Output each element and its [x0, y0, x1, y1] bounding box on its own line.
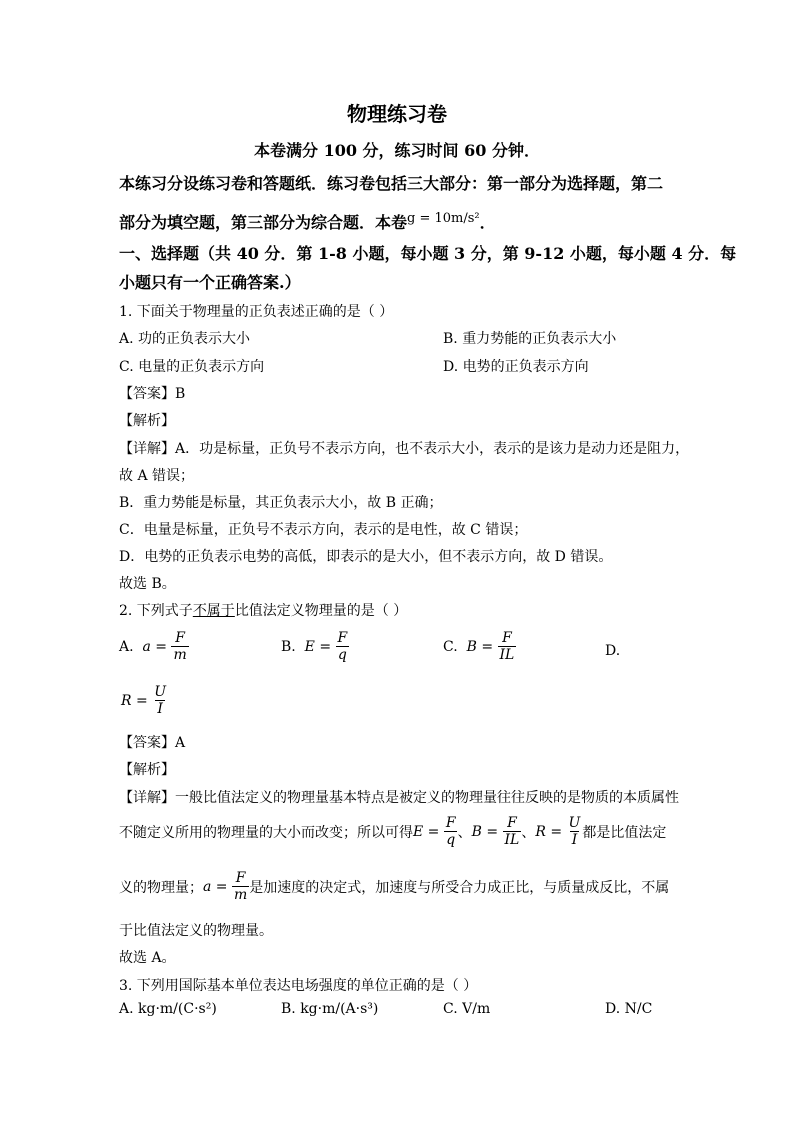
q2-detail-1: 【详解】一般比值法定义的物理量基本特点是被定义的物理量往往反映的是物质的本质属性	[119, 790, 679, 806]
q1-detail-4: C．电量是标量，正负号不表示方向，表示的是电性，故 C 错误；	[119, 522, 528, 538]
formula-a-fraction: $\frac{F}{m}$	[173, 630, 187, 663]
q2-option-b-label: B.	[281, 638, 296, 655]
q1-detail-3: B．重力势能是标量，其正负表示大小，故 B 正确；	[119, 495, 443, 511]
q2-detail-2-pre: 不随定义所用的物理量的大小而改变；所以可得	[119, 824, 413, 841]
intro-text: 部分为填空题，第三部分为综合题．本卷	[119, 213, 408, 232]
intro-line-2	[119, 210, 496, 233]
q2-detail-2: 不随定义所用的物理量的大小而改变；所以可得 E = $\frac{F}{q}$ 、 B = $\frac{F}{IL}$ 、 R = $\frac{U}{I}$ 都是比值法定	[119, 815, 667, 848]
q2-stem-post: 比值法定义物理量的是（ ）	[234, 603, 408, 619]
section1-line-2: 小题只有一个正确答案.）	[119, 273, 301, 292]
formula-r-fraction: $\frac{U}{I}$	[154, 684, 166, 717]
q2-option-d-label: D.	[605, 643, 621, 659]
separator-1: 、	[457, 824, 472, 841]
q1-option-c: C. 电量的正负表示方向	[119, 359, 265, 375]
q2-detail-4: 于比值法定义的物理量。	[119, 923, 273, 939]
q2-option-c-label: C.	[443, 638, 458, 655]
detail-r-fraction: $\frac{U}{I}$	[568, 815, 581, 848]
q1-answer: 【答案】B	[119, 386, 186, 402]
q2-detail-3-post: 是加速度的决定式，加速度与所受合力成正比，与质量成反比，不属	[249, 879, 670, 896]
q1-option-b: B. 重力势能的正负表示大小	[443, 331, 617, 347]
exam-subtitle: 本卷满分 100 分，练习时间 60 分钟．	[254, 141, 540, 160]
q2-stem-underline: 不属于	[192, 603, 235, 619]
gravity-formula: g = 10m/s²	[407, 211, 480, 226]
q2-stem-pre: 2. 下列式子	[119, 603, 193, 619]
q1-stem: 1. 下面关于物理量的正负表述正确的是（ ）	[119, 304, 394, 320]
q2-analysis: 【解析】	[119, 762, 175, 778]
q1-detail-5: D．电势的正负表示电势的高低，即表示的是大小，但不表示方向，故 D 错误。	[119, 549, 613, 565]
detail-b-fraction: $\frac{F}{IL}$	[504, 815, 520, 848]
q1-analysis: 【解析】	[119, 413, 175, 429]
intro-end: ．	[479, 213, 496, 232]
q1-detail-2: 故 A 错误；	[119, 468, 195, 484]
detail-a-fraction: $\frac{F}{m}$	[234, 870, 248, 903]
q3-option-c: C. V/m	[443, 1001, 491, 1017]
q2-conclusion: 故选 A。	[119, 950, 176, 966]
q3-option-d: D. N/C	[605, 1001, 653, 1017]
separator-2: 、	[521, 824, 536, 841]
q2-detail-3-pre: 义的物理量；	[119, 879, 203, 896]
q1-conclusion: 故选 B。	[119, 576, 176, 592]
q2-detail-2-post: 都是比值法定	[582, 824, 667, 841]
q2-option-d-formula: R = $\frac{U}{I}$	[121, 684, 166, 717]
page-title: 物理练习卷	[347, 102, 447, 126]
q2-option-b: B. E = $\frac{F}{q}$	[281, 630, 348, 663]
intro-line-1: 本练习分设练习卷和答题纸．练习卷包括三大部分：第一部分为选择题，第二	[119, 174, 664, 193]
formula-b-fraction: $\frac{F}{IL}$	[499, 630, 515, 663]
formula-e-fraction: $\frac{F}{q}$	[337, 630, 348, 663]
q2-stem	[119, 600, 407, 620]
section1-line-1: 一、选择题（共 40 分．第 1-8 小题，每小题 3 分，第 9-12 小题，每小题 4 分．每	[119, 244, 737, 263]
q2-answer: 【答案】A	[119, 735, 186, 751]
detail-e-fraction: $\frac{F}{q}$	[445, 815, 456, 848]
q2-detail-3: 义的物理量； a = $\frac{F}{m}$ 是加速度的决定式，加速度与所受合力成正比，与质量成反比，不属	[119, 870, 670, 903]
q1-option-a: A. 功的正负表示大小	[119, 331, 251, 347]
q2-option-c: C. B = $\frac{F}{IL}$	[443, 630, 515, 663]
q1-detail-1: 【详解】A．功是标量，正负号不表示方向，也不表示大小，表示的是该力是动力还是阻力，	[119, 441, 690, 457]
q2-option-a-label: A.	[119, 638, 134, 655]
q3-stem: 3. 下列用国际基本单位表达电场强度的单位正确的是（ ）	[119, 978, 478, 994]
q2-option-a: A. a = $\frac{F}{m}$	[119, 630, 187, 663]
q1-option-d: D. 电势的正负表示方向	[443, 359, 589, 375]
q3-option-a: A. kg·m/(C·s²)	[119, 1001, 217, 1017]
q3-option-b: B. kg·m/(A·s³)	[281, 1001, 379, 1017]
